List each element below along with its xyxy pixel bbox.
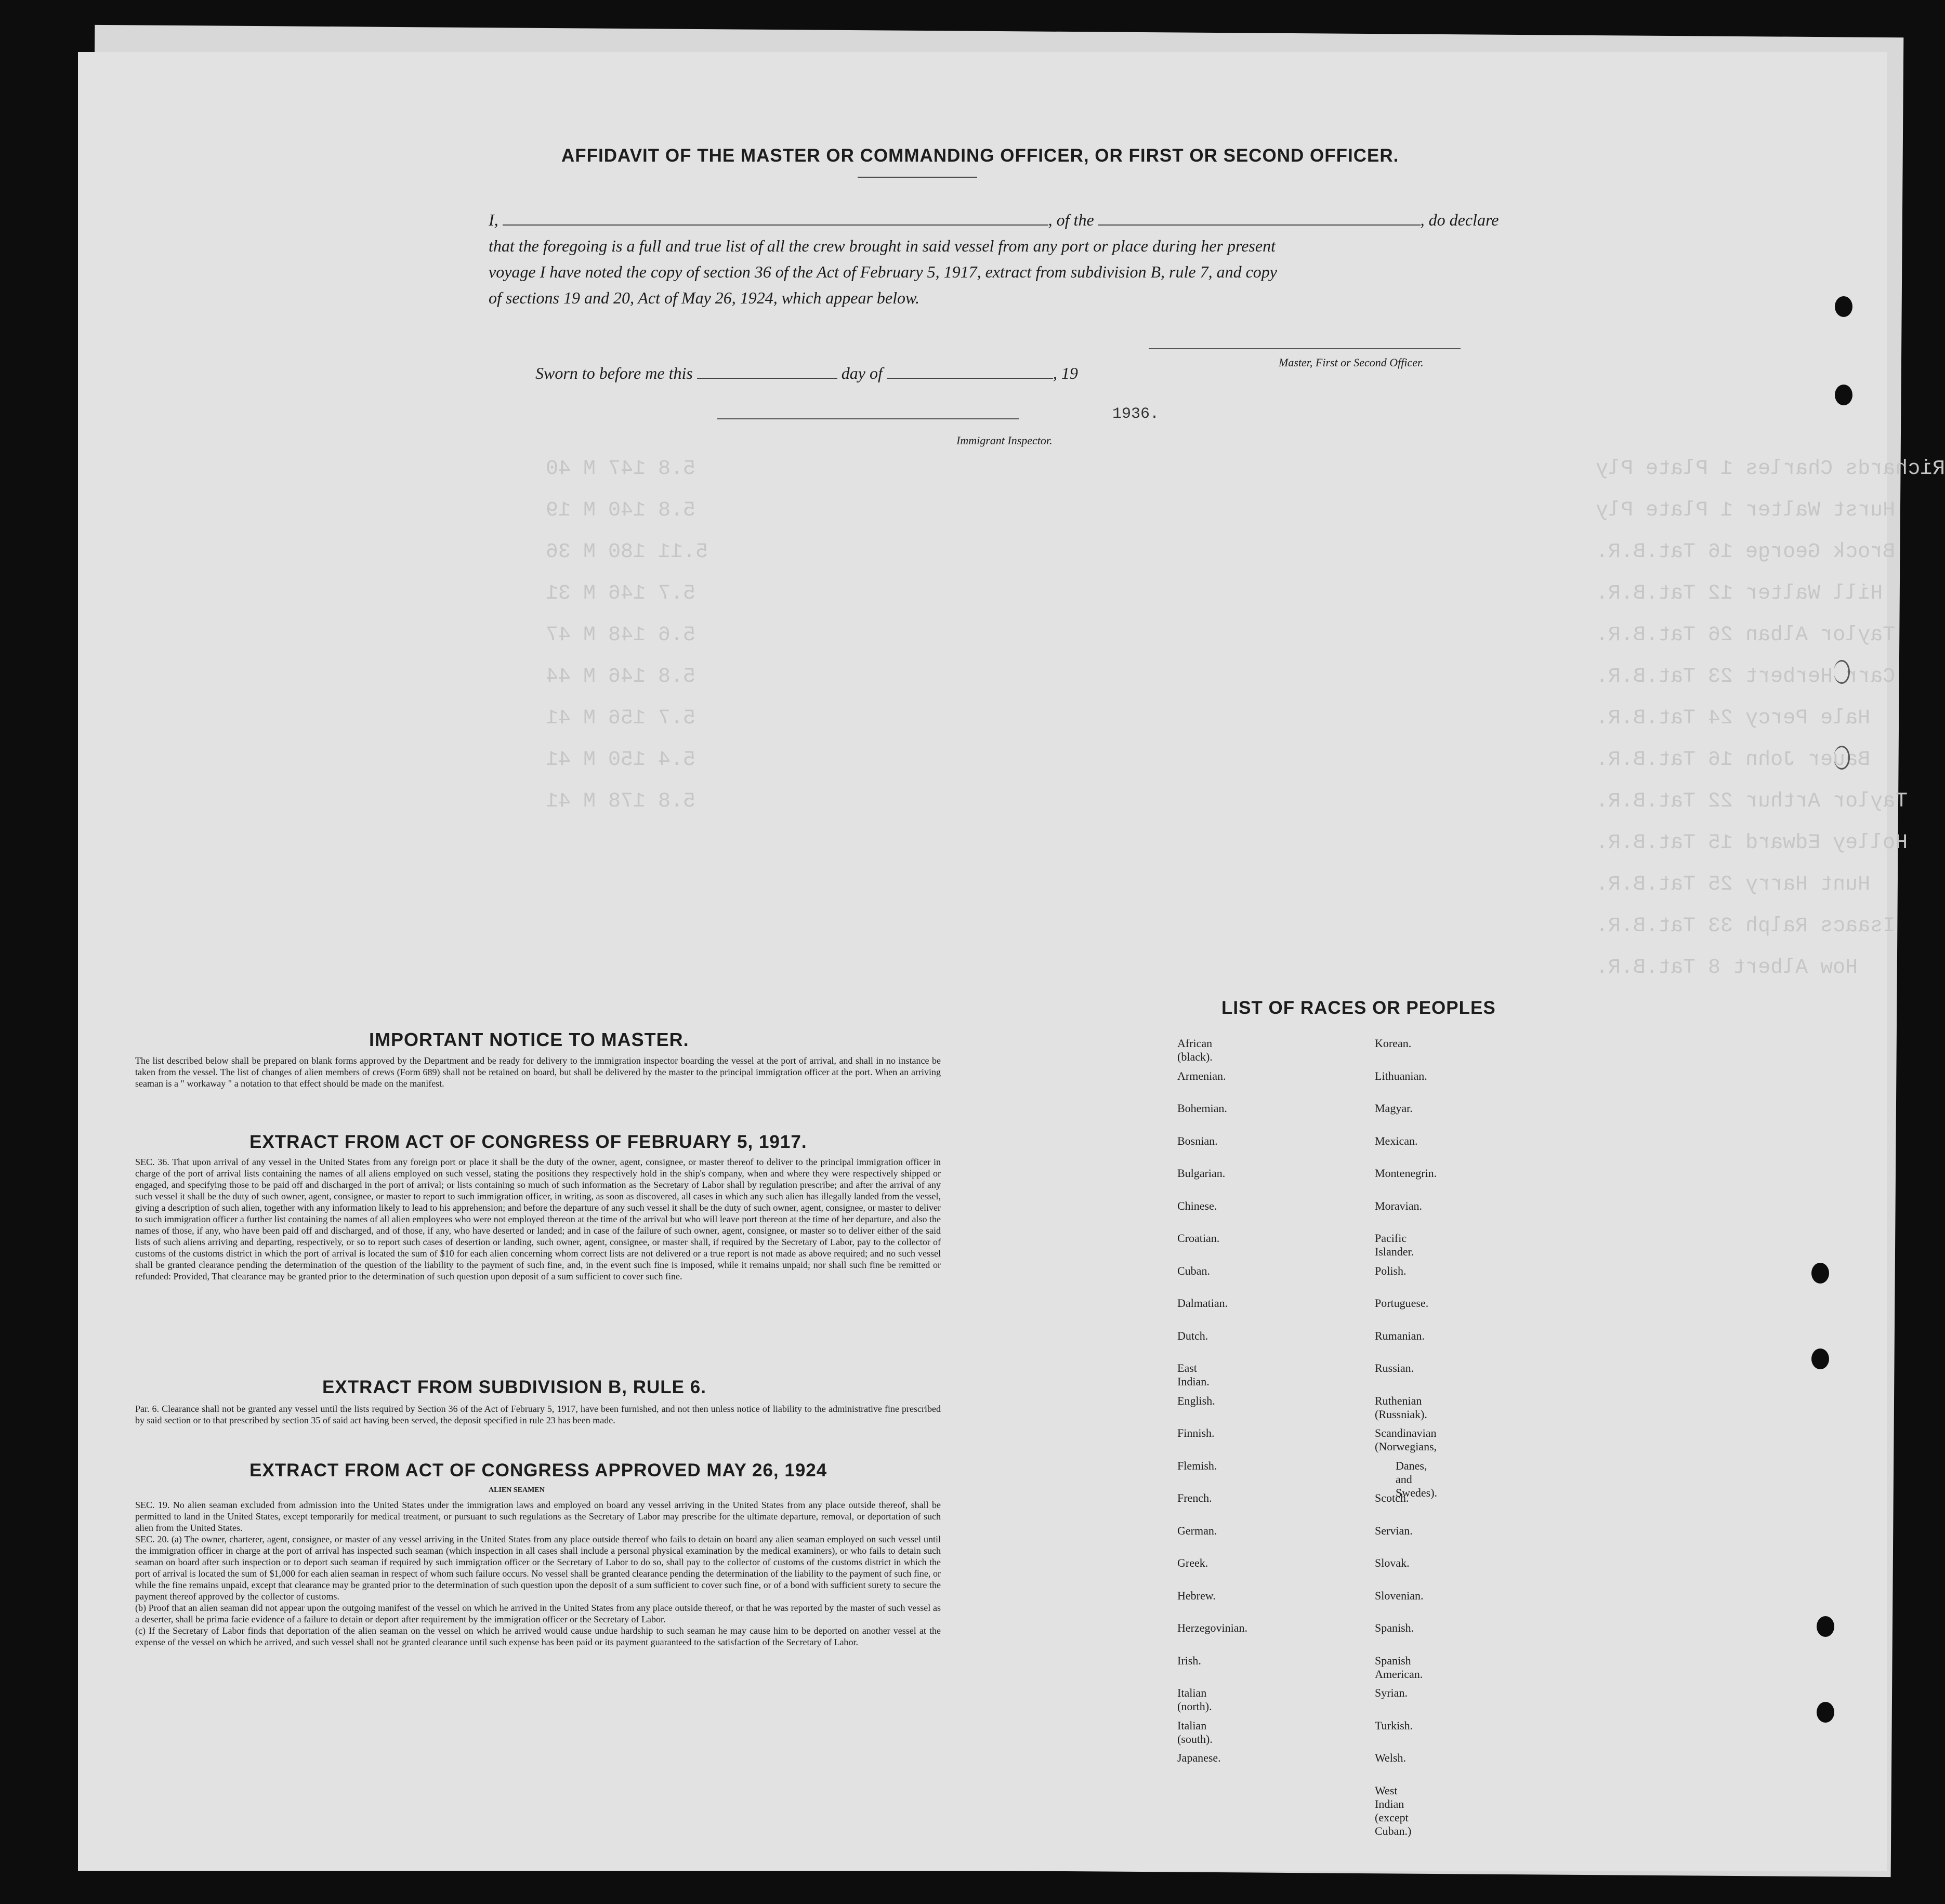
stamp-number: 1936. — [1112, 405, 1160, 423]
race-item: Scandinavian (Norwegians, — [1375, 1426, 1437, 1453]
bleed-through: How Albert 8 Tat.B.R. — [1596, 956, 1858, 980]
race-item: Dalmatian. — [1177, 1297, 1228, 1310]
inspector-caption: Immigrant Inspector. — [956, 434, 1053, 447]
bleed-through: 5.4 150 M 41 — [546, 748, 696, 772]
race-item: Finnish. — [1177, 1426, 1215, 1439]
notice-body: The list described below shall be prepared on blank forms approved by the Department and be ready for delivery to the immigration inspector boarding the vessel at the port of arrival, and shall in no instance be taken from the vessel. The list of changes of alien members of crews (Form 689) shall not be retained on board, but shall be delivered by the master to the principal immigration officer at the port. When an arriving seaman is a " workaway " a notation to that effect should be made on the manifest. — [135, 1055, 941, 1089]
race-item: Italian (south). — [1177, 1718, 1213, 1746]
affidavit-line3: voyage I have noted the copy of section 36 of the Act of February 5, 1917, extract from subdivision B, rule 7, and copy — [489, 262, 1277, 281]
bleed-through: Hill Walter 12 Tat.B.R. — [1596, 582, 1883, 605]
race-item: Spanish American. — [1375, 1654, 1423, 1681]
race-item: Bosnian. — [1177, 1134, 1218, 1147]
affidavit-line1 — [489, 210, 1499, 230]
bleed-through: 5.8 146 M 44 — [546, 665, 696, 689]
race-item: Magyar. — [1375, 1102, 1413, 1115]
bleed-through: 5.8 140 M 19 — [546, 499, 696, 522]
vessel-name-field[interactable] — [1098, 224, 1421, 226]
race-item: Korean. — [1375, 1037, 1412, 1050]
sec-20c-text: (c) If the Secretary of Labor finds that deportation of the alien seaman on the vessel on which he arrived would cause undue hardship to such seaman he may cause him to be deported on another vessel at the expense of the vessel on which he arrived, and such vessel shall not be granted clearance until such expense has been paid or its payment guaranteed to the satisfaction of the Secretary of Labor. — [135, 1625, 941, 1647]
bleed-through: Isaacs Ralph 33 Tat.B.R. — [1596, 915, 1896, 938]
bleed-through: Taylor Alban 26 Tat.B.R. — [1596, 624, 1896, 647]
punch-hole — [1811, 1348, 1829, 1369]
affidavit-line4: of sections 19 and 20, Act of May 26, 1924, which appear below. — [489, 288, 919, 307]
sec-20a-text: SEC. 20. (a) The owner, charterer, agent, consignee, or master of any vessel arriving in the United States from any place outside thereof who fails to detain on board any alien seaman employed on such vessel until the immigration officer in charge at the port of arrival has inspected such seaman (which inspection in all cases shall include a personal physical examination by the medical examiners), or who fails to detain such seaman on board after such inspection or to deport such seaman if required by such immigration officer or the Secretary of Labor to do so, shall pay to the collector of customs of the customs district in which the port of arrival is located the sum of $1,000 for each alien seaman in respect of whom such failure occurs. No vessel shall be granted clearance pending the determination of the liability to the payment of such fine, or while the fine remains unpaid, except that clearance may be granted prior to the determination of such question upon the deposit of a sum sufficient to cover such fine, or of a bond with sufficient surety to secure the payment thereof approved by the collector of customs. — [135, 1534, 941, 1602]
race-item: Armenian. — [1177, 1069, 1226, 1082]
race-item: Herzegovinian. — [1177, 1621, 1247, 1634]
punch-hole — [1811, 1263, 1829, 1284]
punch-hole — [1834, 746, 1850, 770]
bleed-through: 5.8 147 M 40 — [546, 457, 696, 481]
bleed-through: Bauer John 16 Tat.B.R. — [1596, 748, 1871, 772]
inspector-signature-line[interactable] — [717, 418, 1019, 419]
race-item: African (black). — [1177, 1037, 1213, 1063]
race-item: Hebrew. — [1177, 1589, 1216, 1602]
punch-hole — [1817, 1616, 1834, 1637]
affidavit-line1-start: I, — [489, 210, 498, 229]
race-item: English. — [1177, 1394, 1215, 1407]
race-item: Moravian. — [1375, 1199, 1423, 1212]
alien-seamen-subtitle: ALIEN SEAMEN — [489, 1486, 545, 1494]
notice-title: IMPORTANT NOTICE TO MASTER. — [369, 1029, 689, 1050]
affidavit-line1-mid: , of the — [1048, 210, 1094, 229]
race-item: Turkish. — [1375, 1718, 1413, 1732]
race-item: Welsh. — [1375, 1751, 1406, 1764]
race-item: Greek. — [1177, 1556, 1208, 1569]
title-rule — [858, 177, 977, 178]
punch-hole — [1835, 296, 1852, 317]
extract-1917-title: EXTRACT FROM ACT OF CONGRESS OF FEBRUARY 5, 1917. — [249, 1132, 807, 1152]
race-item: Danes, and Swedes). — [1396, 1459, 1438, 1499]
race-item: Ruthenian (Russniak). — [1375, 1394, 1427, 1421]
race-item: Syrian. — [1375, 1686, 1408, 1699]
sworn-line — [535, 364, 1078, 383]
bleed-through: Hunt Harry 25 Tat.B.R. — [1596, 873, 1871, 896]
sec-20b-text: (b) Proof that an alien seaman did not appear upon the outgoing manifest of the vessel on which he arrived in the United States from any place outside thereof, or that he was reported by the master of such vessel as a deserter, shall be prima facie evidence of a failure to detain or deport after requirement by the immigration officer or the Secretary of Labor. — [135, 1603, 941, 1624]
race-item: Lithuanian. — [1375, 1069, 1427, 1082]
punch-hole — [1835, 385, 1852, 405]
race-item: Croatian. — [1177, 1232, 1220, 1245]
race-item: French. — [1177, 1491, 1212, 1504]
sec-19-text: SEC. 19. No alien seaman excluded from admission into the United States under the immigration laws and employed on board any vessel arriving in the United States from any place outside thereof, shall be permitted to land in the United States, except temporarily for medical treatment, or pursuant to such regulations as the Secretary of Labor may prescribe for the ultimate departure, removal, or deportation of such alien from the United States. — [135, 1500, 941, 1533]
affidavit-title: AFFIDAVIT OF THE MASTER OR COMMANDING OFFICER, OR FIRST OR SECOND OFFICER. — [561, 146, 1399, 166]
bleed-through: Richards Charles 1 Plate Ply — [1596, 457, 1945, 481]
races-title: LIST OF RACES OR PEOPLES — [1221, 998, 1496, 1018]
race-item: Dutch. — [1177, 1329, 1208, 1342]
race-item: Chinese. — [1177, 1199, 1217, 1212]
bleed-through: Carr Herbert 23 Tat.B.R. — [1596, 665, 1896, 689]
race-item: Spanish. — [1375, 1621, 1414, 1634]
bleed-through: Hurst Walter 1 Plate Ply — [1596, 499, 1896, 522]
affidavit-line1-end: , do declare — [1420, 210, 1499, 229]
extract-1924-title: EXTRACT FROM ACT OF CONGRESS APPROVED MAY 26, 1924 — [249, 1460, 827, 1480]
sworn-month-field[interactable] — [887, 378, 1053, 379]
sworn-label: Sworn to before me this — [535, 364, 693, 382]
race-item: Bulgarian. — [1177, 1167, 1226, 1180]
day-of-label: day of — [841, 364, 883, 382]
race-item: Polish. — [1375, 1264, 1407, 1277]
bleed-through: Hale Percy 24 Tat.B.R. — [1596, 707, 1871, 730]
punch-hole — [1834, 660, 1850, 684]
subdivision-b-body: Par. 6. Clearance shall not be granted any vessel until the lists required by Section 36 of the Act of February 5, 1917, have been furnished, and not then unless notice of liability to the administrative fine prescribed by said section or to that prescribed by section 35 of said act having been served, the deposit specified in rule 23 has been made. — [135, 1404, 941, 1425]
race-item: Scotch. — [1375, 1491, 1409, 1504]
bleed-through: 5.8 178 M 41 — [546, 790, 696, 813]
signature-caption: Master, First or Second Officer. — [1279, 356, 1424, 369]
year-label: , 19 — [1053, 364, 1078, 382]
bleed-through: 5.7 146 M 31 — [546, 582, 696, 605]
bleed-through: Holley Edward 15 Tat.B.R. — [1596, 831, 1908, 855]
affidavit-line2: that the foregoing is a full and true list of all the crew brought in said vessel from any port or place during her present — [489, 236, 1276, 255]
race-item: Italian (north). — [1177, 1686, 1212, 1713]
race-item: Servian. — [1375, 1524, 1413, 1537]
subdivision-b-title: EXTRACT FROM SUBDIVISION B, RULE 6. — [322, 1377, 706, 1397]
extract-1917-body: SEC. 36. That upon arrival of any vessel in the United States from any foreign port or place it shall be the duty of the owner, agent, consignee, or master thereof to deliver to the principal immigration officer in charge of the port of arrival lists containing the names of all aliens employed on such vessel, stating the positions they respectively hold in the ship's company, when and where they were respectively shipped or engaged, and specifying those to be paid off and discharged in the port of arrival; or lists containing so much of such information as the Secretary of Labor shall by regulation prescribe; and after the arrival of any such vessel it shall be the duty of such owner, agent, consignee, or master to report to such immigration officer, in writing, as soon as discovered, all cases in which any such alien has illegally landed from the vessel, giving a description of such alien, together with any information likely to lead to his apprehension; and before the departure of any such vessel it shall be the duty of such owner, agent, consignee, or master to deliver to such immigration officer a further list containing the names of all alien employees who were not employed thereon at the time of the arrival but who will leave port thereon at the time of her departure, and also the names of those, if any, who have been paid off and discharged, and of those, if any, who have deserted or landed; and in case of the failure of such owner, agent, consignee, or master so to deliver either of the said lists of such aliens arriving and departing, respectively, or so to report such cases of desertion or landing, such owner, agent, consignee, or master shall, if required by the Secretary of Labor, pay to the collector of customs of the customs district in which the port of arrival is located the sum of $10 for each alien concerning whom correct lists are not delivered or a true report is not made as above required; and no such vessel shall be granted clearance pending the determination of the question of the liability to the payment of such fine, and, in the event such fine is imposed, while it remains unpaid; nor shall such fine be remitted or refunded: Provided, That clearance may be granted prior to the determination of such question upon deposit of a sum sufficient to cover such fine. — [135, 1157, 941, 1281]
punch-hole — [1817, 1702, 1834, 1723]
sworn-day-field[interactable] — [697, 378, 837, 379]
race-item: Irish. — [1177, 1654, 1201, 1667]
race-item: Cuban. — [1177, 1264, 1210, 1277]
race-item: Rumanian. — [1375, 1329, 1425, 1342]
race-item: West Indian (except Cuban.) — [1375, 1783, 1412, 1837]
race-item: East Indian. — [1177, 1361, 1210, 1388]
bleed-through: 5.6 148 M 47 — [546, 624, 696, 647]
race-item: Flemish. — [1177, 1459, 1217, 1472]
race-item: German. — [1177, 1524, 1217, 1537]
race-item: Portuguese. — [1375, 1297, 1429, 1310]
bleed-through: 5.7 156 M 41 — [546, 707, 696, 730]
race-item: Mexican. — [1375, 1134, 1418, 1147]
race-item: Russian. — [1375, 1361, 1414, 1374]
race-item: Japanese. — [1177, 1751, 1221, 1764]
race-item: Montenegrin. — [1375, 1167, 1437, 1180]
extract-1924-body — [135, 1499, 941, 1648]
race-item: Bohemian. — [1177, 1102, 1227, 1115]
race-item: Slovenian. — [1375, 1589, 1424, 1602]
master-signature-line[interactable] — [1149, 348, 1461, 349]
bleed-through: 5.11 180 M 36 — [546, 540, 708, 564]
race-item: Pacific Islander. — [1375, 1232, 1414, 1258]
race-item: Slovak. — [1375, 1556, 1410, 1569]
bleed-through: Brock George 16 Tat.B.R. — [1596, 540, 1896, 564]
manifest-page — [78, 52, 1945, 1871]
bleed-through: Taylor Arthur 22 Tat.B.R. — [1596, 790, 1908, 813]
master-name-field[interactable] — [503, 224, 1048, 226]
